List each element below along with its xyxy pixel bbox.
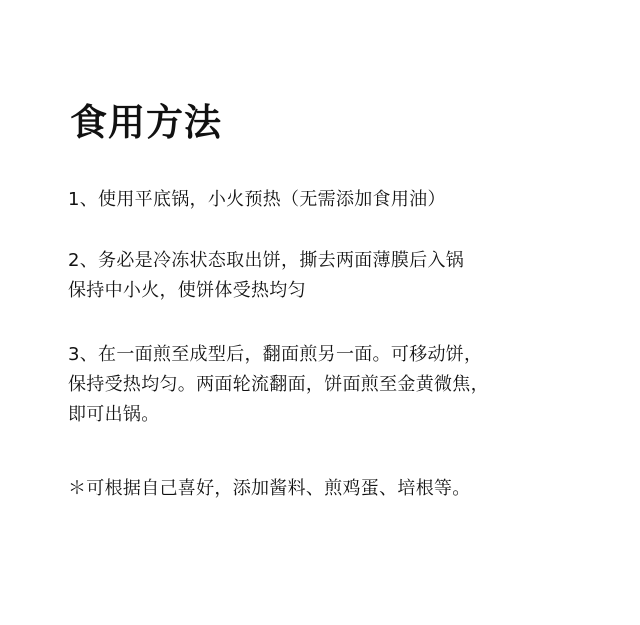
step-2-line-2: 保持中小火，使饼体受热均匀 — [68, 280, 306, 301]
step-2 — [68, 246, 464, 306]
step-3-line-2: 保持受热均匀。两面轮流翻面，饼面煎至金黄微焦， — [68, 374, 489, 395]
step-3-line-1: 3、在一面煎至成型后，翻面煎另一面。可移动饼， — [68, 344, 483, 365]
step-1-line-1: 1、使用平底锅，小火预热（无需添加食用油） — [68, 189, 446, 210]
step-2-line-1: 2、务必是冷冻状态取出饼，撕去两面薄膜后入锅 — [68, 250, 465, 271]
footnote-text: ＊可根据自己喜好，添加酱料、煎鸡蛋、培根等。 — [68, 478, 471, 499]
page-title: 食用方法 — [70, 101, 222, 144]
step-1 — [68, 185, 446, 215]
footnote — [68, 474, 471, 504]
step-3 — [68, 340, 489, 430]
step-3-line-3: 即可出锅。 — [68, 404, 160, 425]
